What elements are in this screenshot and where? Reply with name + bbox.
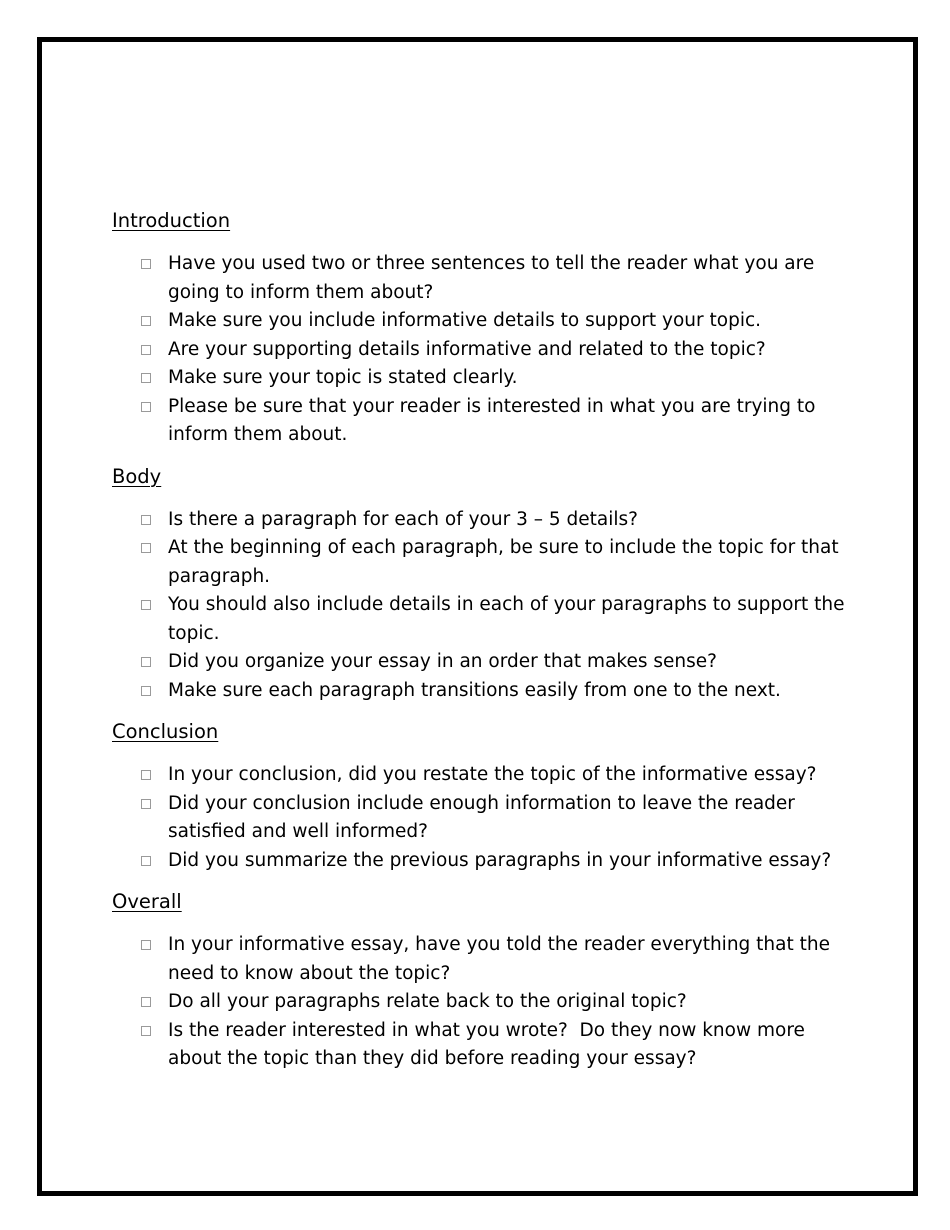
checklist-item-text: Is the reader interested in what you wrote? Do they now know more about the topic than they did before reading your essay? — [168, 1019, 811, 1069]
checkbox[interactable] — [141, 600, 151, 610]
checkbox[interactable] — [141, 259, 151, 269]
checklist-item — [112, 648, 852, 677]
checklist-item — [112, 847, 852, 876]
section-introduction — [112, 206, 852, 450]
checklist-item-text: In your informative essay, have you told the reader everything that the need to know about the topic? — [168, 934, 830, 984]
checkbox[interactable] — [141, 515, 151, 525]
checklist-item-text: Please be sure that your reader is interested in what you are trying to inform them about. — [168, 395, 816, 445]
checklist-item — [112, 534, 852, 591]
checklist-item — [112, 591, 852, 648]
checkbox[interactable] — [141, 770, 151, 780]
checkbox[interactable] — [141, 657, 151, 667]
checkbox[interactable] — [141, 940, 151, 950]
checklist-item — [112, 677, 852, 706]
checklist-item-text: Have you used two or three sentences to tell the reader what you are going to inform them about? — [168, 253, 815, 303]
conclusion-checklist — [112, 761, 852, 875]
checklist-item-text: Did your conclusion include enough information to leave the reader satisfied and well informed? — [168, 792, 795, 842]
section-heading-overall: Overall — [112, 890, 182, 913]
checklist-item — [112, 364, 852, 393]
checklist-item-text: Do all your paragraphs relate back to the original topic? — [168, 991, 687, 1012]
body-checklist — [112, 506, 852, 706]
checkbox[interactable] — [141, 543, 151, 553]
checklist-item-text: Did you summarize the previous paragraphs in your informative essay? — [168, 849, 832, 871]
checklist-item — [112, 250, 852, 307]
checklist-item — [112, 761, 852, 790]
overall-checklist — [112, 931, 852, 1074]
section-overall — [112, 887, 852, 1074]
section-heading-body: Body — [112, 464, 162, 488]
introduction-checklist — [112, 250, 852, 450]
checkbox[interactable] — [141, 373, 151, 383]
checkbox[interactable] — [141, 402, 151, 412]
checklist-item-text: In your conclusion, did you restate the topic of the informative essay? — [168, 764, 817, 785]
section-heading-conclusion: Conclusion — [112, 720, 219, 743]
checklist-item-text: Make sure each paragraph transitions easily from one to the next. — [168, 679, 781, 701]
checklist-item-text: At the beginning of each paragraph, be sure to include the topic for that paragraph. — [168, 537, 839, 587]
checklist-item — [112, 790, 852, 847]
checklist-document — [112, 206, 852, 1086]
checklist-item-text: Make sure your topic is stated clearly. — [168, 367, 518, 388]
checklist-item — [112, 506, 852, 535]
section-heading-introduction: Introduction — [112, 209, 231, 232]
checkbox[interactable] — [141, 686, 151, 696]
checklist-item-text: Are your supporting details informative and related to the topic? — [168, 338, 766, 360]
section-body — [112, 462, 852, 706]
checklist-item — [112, 1017, 852, 1074]
checkbox[interactable] — [141, 799, 151, 809]
checklist-item-text: Did you organize your essay in an order that makes sense? — [168, 651, 717, 672]
checklist-item — [112, 931, 852, 988]
checklist-item — [112, 393, 852, 450]
checklist-item-text: You should also include details in each of your paragraphs to support the topic. — [168, 594, 845, 644]
checklist-item-text: Is there a paragraph for each of your 3 – 5 details? — [168, 508, 638, 530]
checklist-item — [112, 336, 852, 365]
checkbox[interactable] — [141, 1026, 151, 1036]
checkbox[interactable] — [141, 856, 151, 866]
checkbox[interactable] — [141, 345, 151, 355]
section-conclusion — [112, 717, 852, 875]
checkbox[interactable] — [141, 316, 151, 326]
checklist-item — [112, 307, 852, 336]
checklist-item-text: Make sure you include informative details to support your topic. — [168, 310, 762, 331]
checkbox[interactable] — [141, 997, 151, 1007]
checklist-item — [112, 988, 852, 1017]
